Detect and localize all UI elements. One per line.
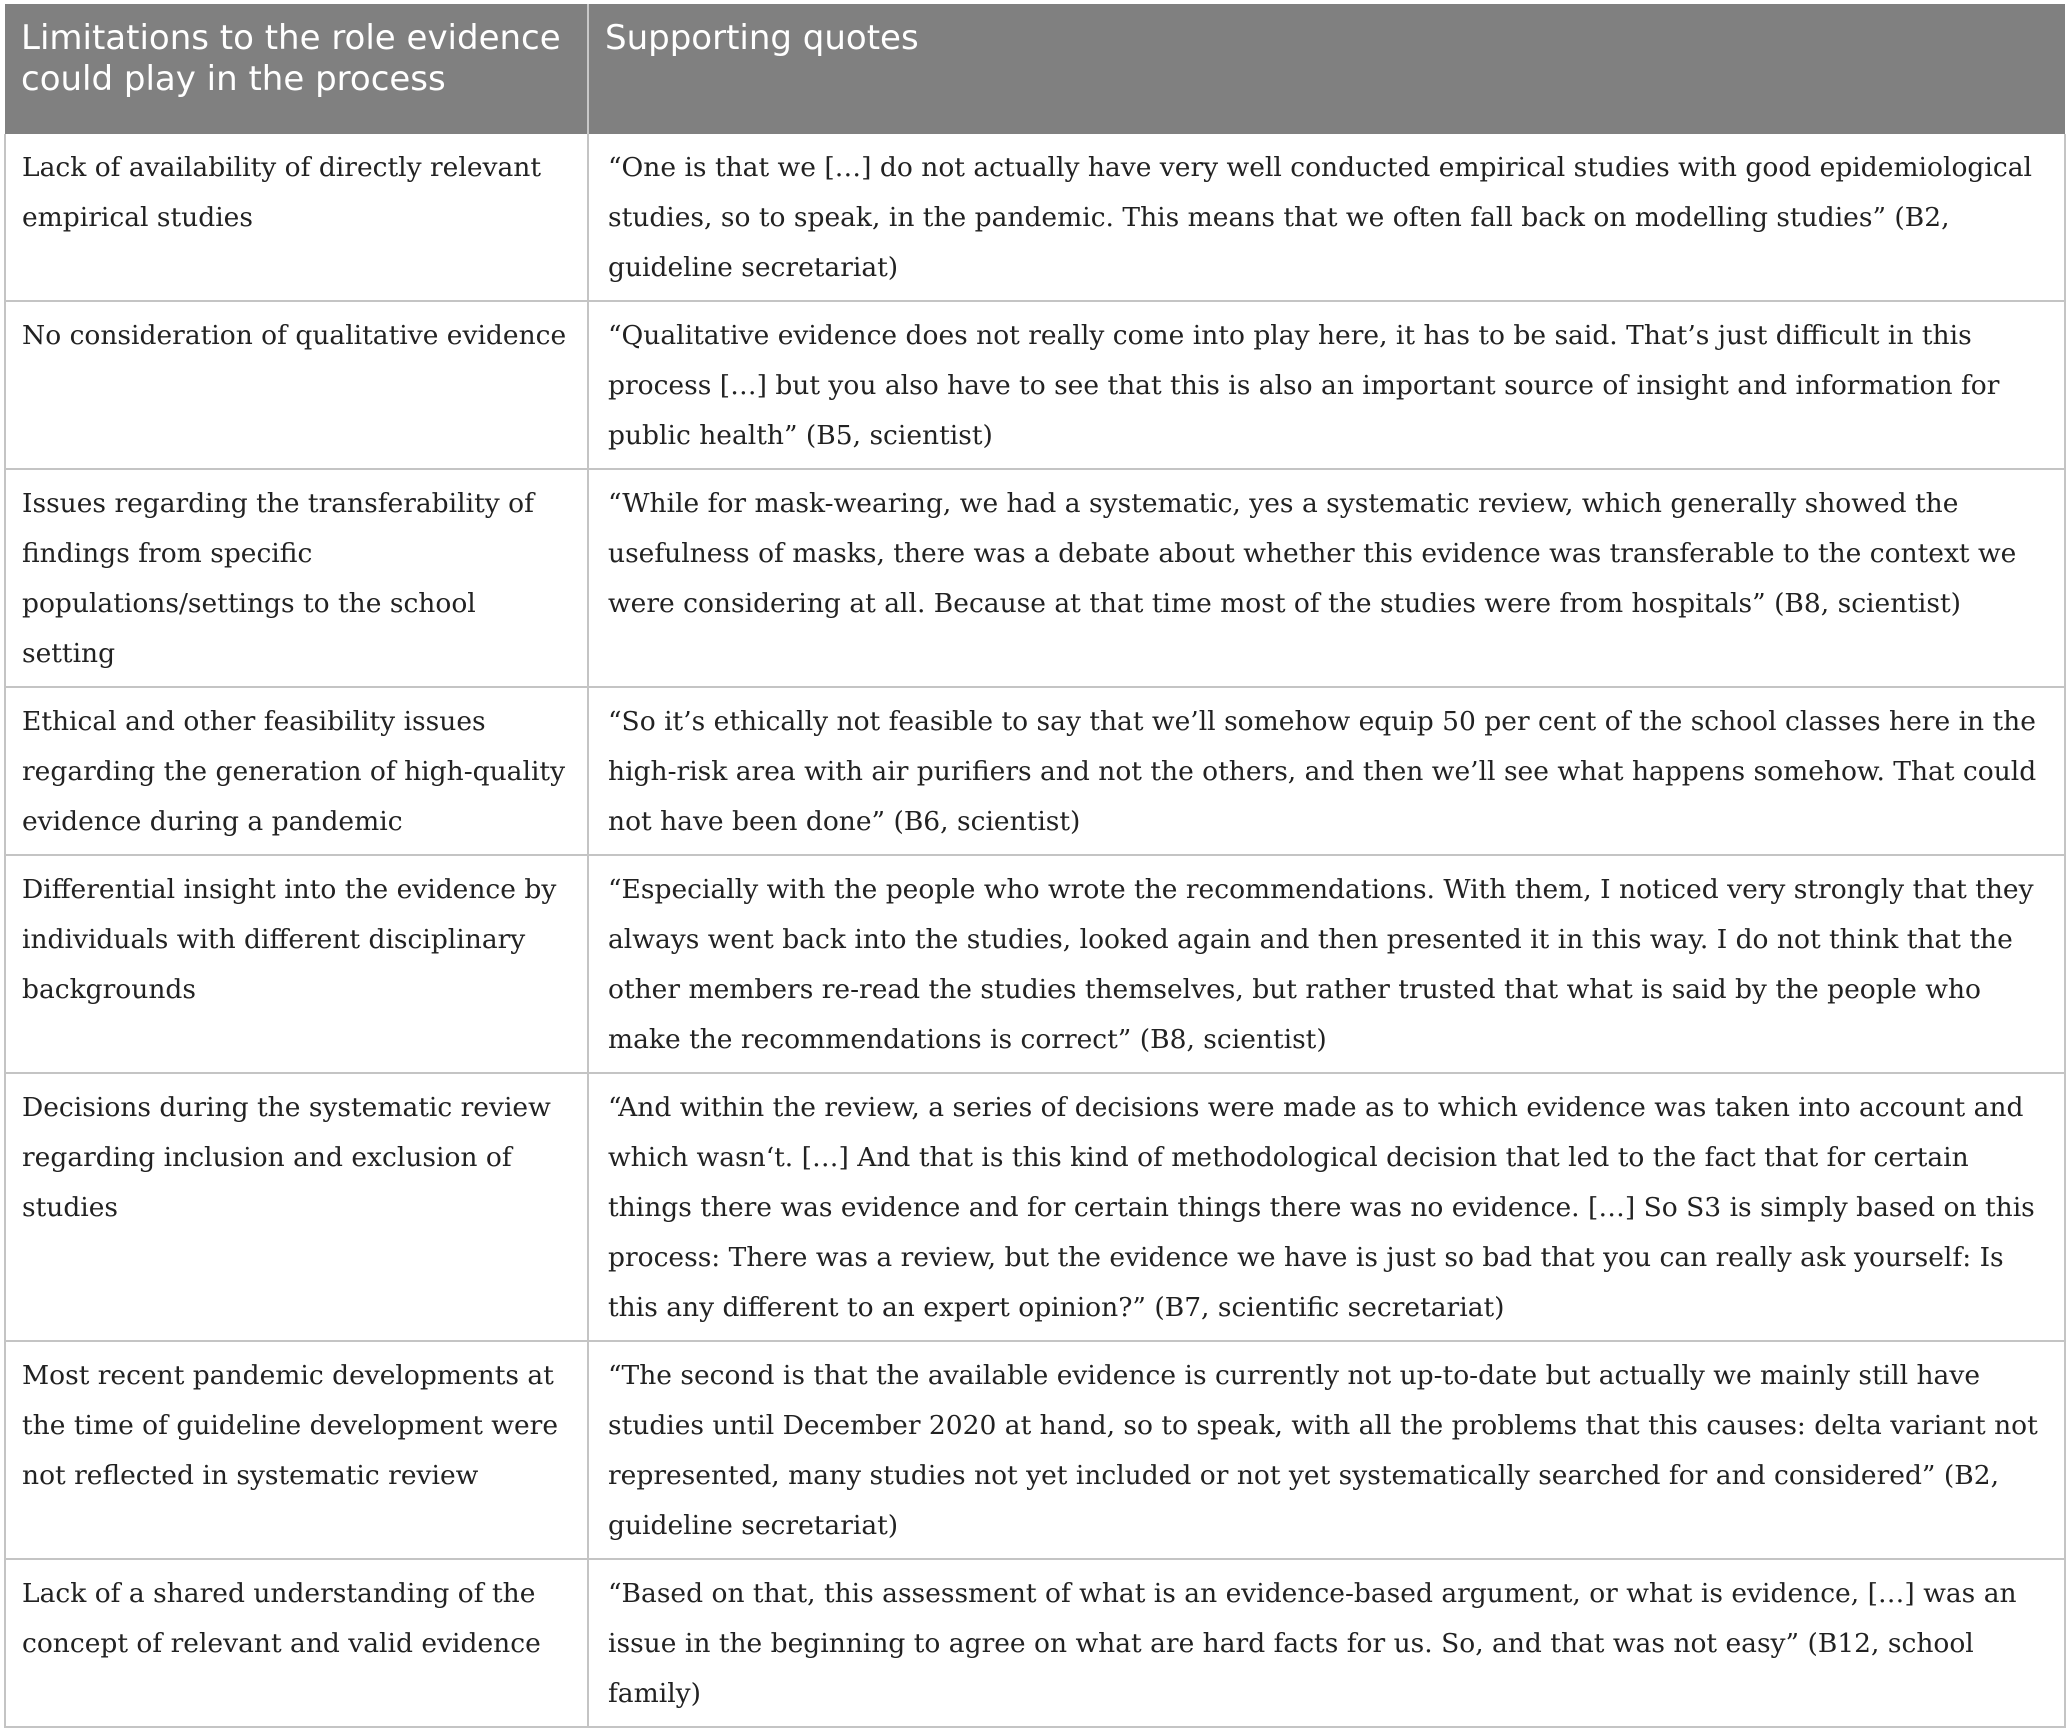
quote-cell: “Qualitative evidence does not really come into play here, it has to be said. That’s just difficult in this process […] but you also have to see that this is also an important source of insight and information for public health” (B5, scientist): [588, 301, 2065, 469]
limitation-cell: Lack of availability of directly relevant empirical studies: [5, 134, 588, 301]
quote-cell: “Especially with the people who wrote the recommendations. With them, I noticed very strongly that they always went back into the studies, looked again and then presented it in this way. I do not think that the other members re-read the studies themselves, but rather trusted that what is said by the people who make the recommendations is correct” (B8, scientist): [588, 855, 2065, 1073]
limitations-table-container: [4, 4, 2064, 1728]
table-row: [5, 134, 2065, 301]
limitation-cell: Ethical and other feasibility issues regarding the generation of high-quality evidence during a pandemic: [5, 687, 588, 855]
limitation-cell: Differential insight into the evidence by individuals with different disciplinary backgrounds: [5, 855, 588, 1073]
quote-cell: “And within the review, a series of decisions were made as to which evidence was taken into account and which wasn‘t. […] And that is this kind of methodological decision that led to the fact that for certain things there was evidence and for certain things there was no evidence. […] So S3 is simply based on this process: There was a review, but the evidence we have is just so bad that you can really ask yourself: Is this any different to an expert opinion?” (B7, scientific secretariat): [588, 1073, 2065, 1341]
limitation-cell: Most recent pandemic developments at the time of guideline development were not reflected in systematic review: [5, 1341, 588, 1559]
limitation-cell: Issues regarding the transferability of findings from specific populations/settings to the school setting: [5, 469, 588, 687]
table-row: [5, 1073, 2065, 1341]
table-row: [5, 301, 2065, 469]
table-row: [5, 687, 2065, 855]
limitation-cell: Decisions during the systematic review regarding inclusion and exclusion of studies: [5, 1073, 588, 1341]
quote-cell: “One is that we […] do not actually have very well conducted empirical studies with good epidemiological studies, so to speak, in the pandemic. This means that we often fall back on modelling studies” (B2, guideline secretariat): [588, 134, 2065, 301]
quote-cell: “While for mask-wearing, we had a systematic, yes a systematic review, which generally showed the usefulness of masks, there was a debate about whether this evidence was transferable to the context we were considering at all. Because at that time most of the studies were from hospitals” (B8, scientist): [588, 469, 2065, 687]
table-row: [5, 469, 2065, 687]
table-row: [5, 1559, 2065, 1727]
quote-cell: “The second is that the available evidence is currently not up-to-date but actually we mainly still have studies until December 2020 at hand, so to speak, with all the problems that this causes: delta variant not represented, many studies not yet included or not yet systematically searched for and considered” (B2, guideline secretariat): [588, 1341, 2065, 1559]
limitations-table: [4, 4, 2066, 1728]
header-limitations: Limitations to the role evidence could play in the process: [5, 4, 588, 134]
table-row: [5, 855, 2065, 1073]
header-supporting-quotes: Supporting quotes: [588, 4, 2065, 134]
quote-cell: “So it’s ethically not feasible to say that we’ll somehow equip 50 per cent of the school classes here in the high-risk area with air purifiers and not the others, and then we’ll see what happens somehow. That could not have been done” (B6, scientist): [588, 687, 2065, 855]
table-header-row: [5, 4, 2065, 134]
limitation-cell: No consideration of qualitative evidence: [5, 301, 588, 469]
limitation-cell: Lack of a shared understanding of the concept of relevant and valid evidence: [5, 1559, 588, 1727]
table-row: [5, 1341, 2065, 1559]
quote-cell: “Based on that, this assessment of what is an evidence-based argument, or what is evidence, […] was an issue in the beginning to agree on what are hard facts for us. So, and that was not easy” (B12, school family): [588, 1559, 2065, 1727]
